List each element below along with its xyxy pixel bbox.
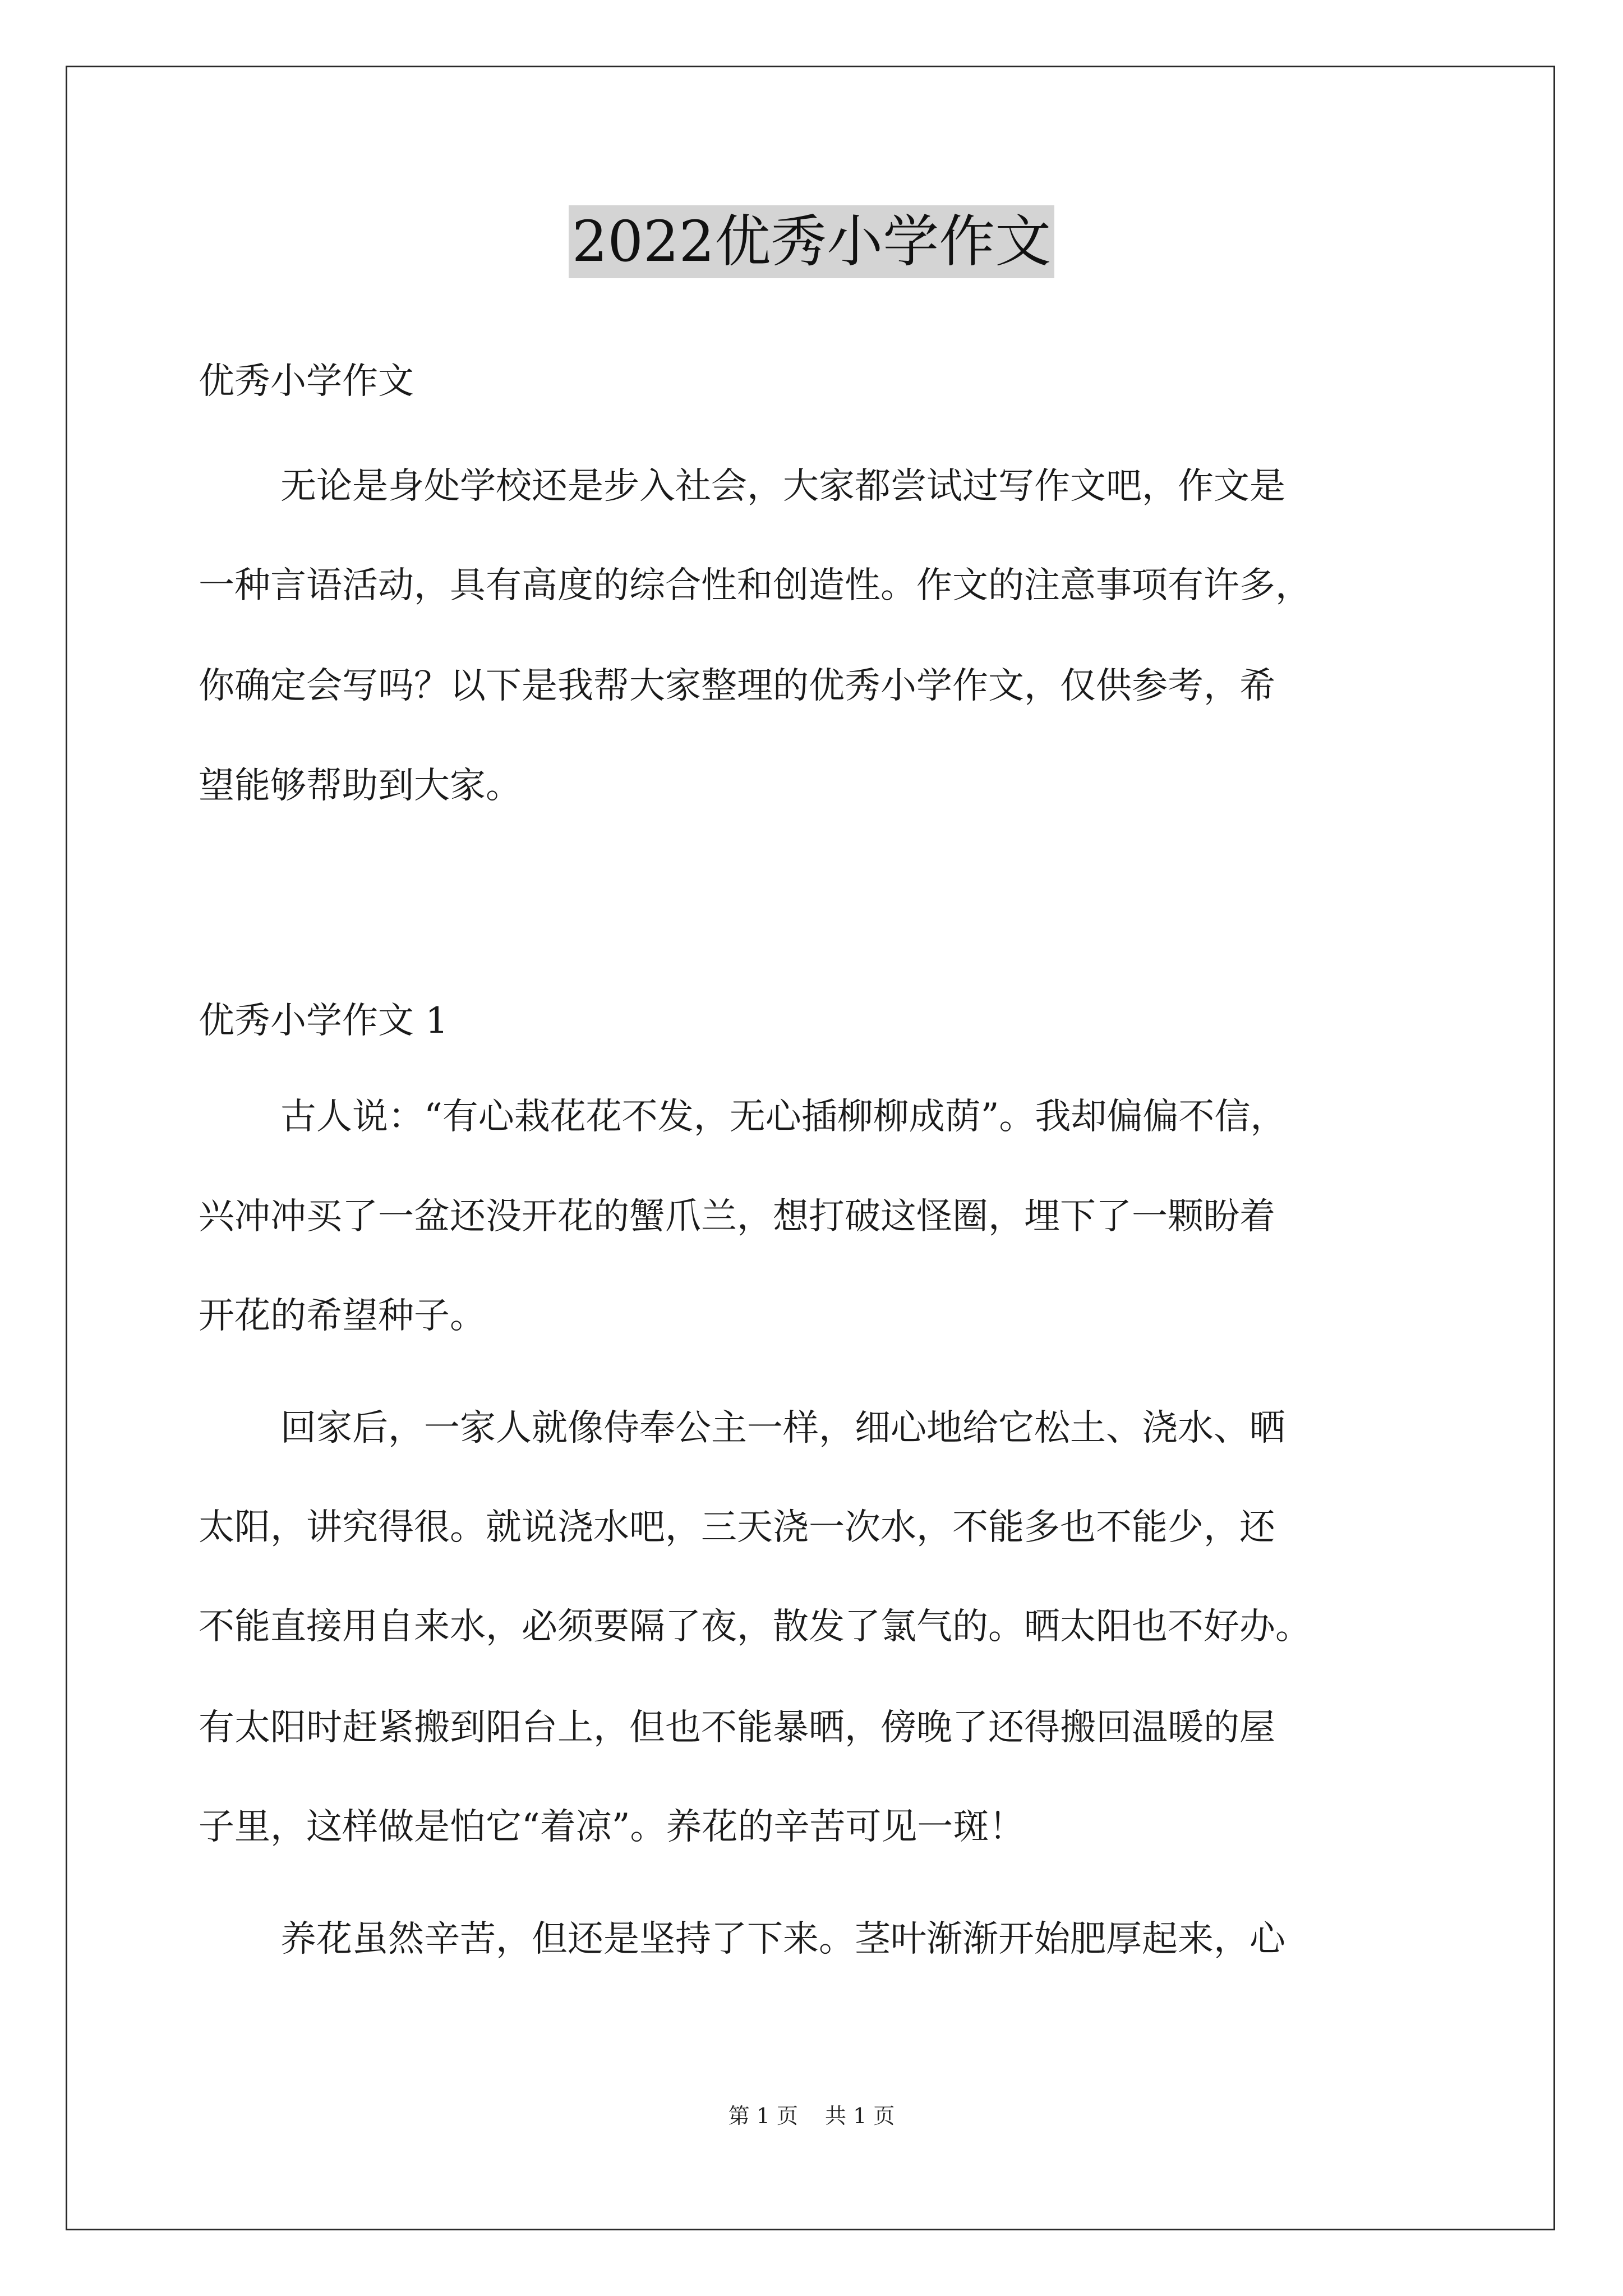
text-line: 一种言语活动，具有高度的综合性和创造性。作文的注意事项有许多， (199, 565, 1311, 606)
text-line: 有太阳时赶紧搬到阳台上，但也不能暴晒，傍晚了还得搬回温暖的屋 (199, 1707, 1275, 1749)
text-line: 回家后，一家人就像侍奉公主一样，细心地给它松土、浇水、晒 (280, 1407, 1285, 1449)
text-line: 太阳，讲究得很。就说浇水吧，三天浇一次水，不能多也不能少，还 (199, 1507, 1275, 1548)
section-heading: 优秀小学作文 1 (199, 1000, 449, 1042)
document-title-block (0, 205, 1623, 278)
text-line: 开花的希望种子。 (199, 1295, 486, 1337)
page-total: 共 1 页 (825, 2104, 895, 2128)
document-title: 2022优秀小学作文 (569, 205, 1055, 278)
text-line: 古人说：“有心栽花花不发，无心插柳柳成荫”。我却偏偏不信， (280, 1096, 1287, 1138)
text-line: 望能够帮助到大家。 (199, 765, 522, 807)
text-line: 兴冲冲买了一盆还没开花的蟹爪兰，想打破这怪圈，埋下了一颗盼着 (199, 1196, 1275, 1237)
page-footer (0, 2102, 1623, 2130)
page-number: 第 1 页 (728, 2104, 798, 2128)
text-line: 不能直接用自来水，必须要隔了夜，散发了氯气的。晒太阳也不好办。 (199, 1606, 1311, 1648)
text-line: 优秀小学作文 (199, 361, 414, 402)
text-line: 你确定会写吗？以下是我帮大家整理的优秀小学作文，仅供参考，希 (199, 665, 1275, 707)
text-line: 无论是身处学校还是步入社会，大家都尝试过写作文吧，作文是 (280, 466, 1285, 507)
text-line: 子里，这样做是怕它“着凉”。养花的辛苦可见一斑！ (199, 1806, 1025, 1848)
text-line: 养花虽然辛苦，但还是坚持了下来。茎叶渐渐开始肥厚起来，心 (280, 1918, 1285, 1960)
